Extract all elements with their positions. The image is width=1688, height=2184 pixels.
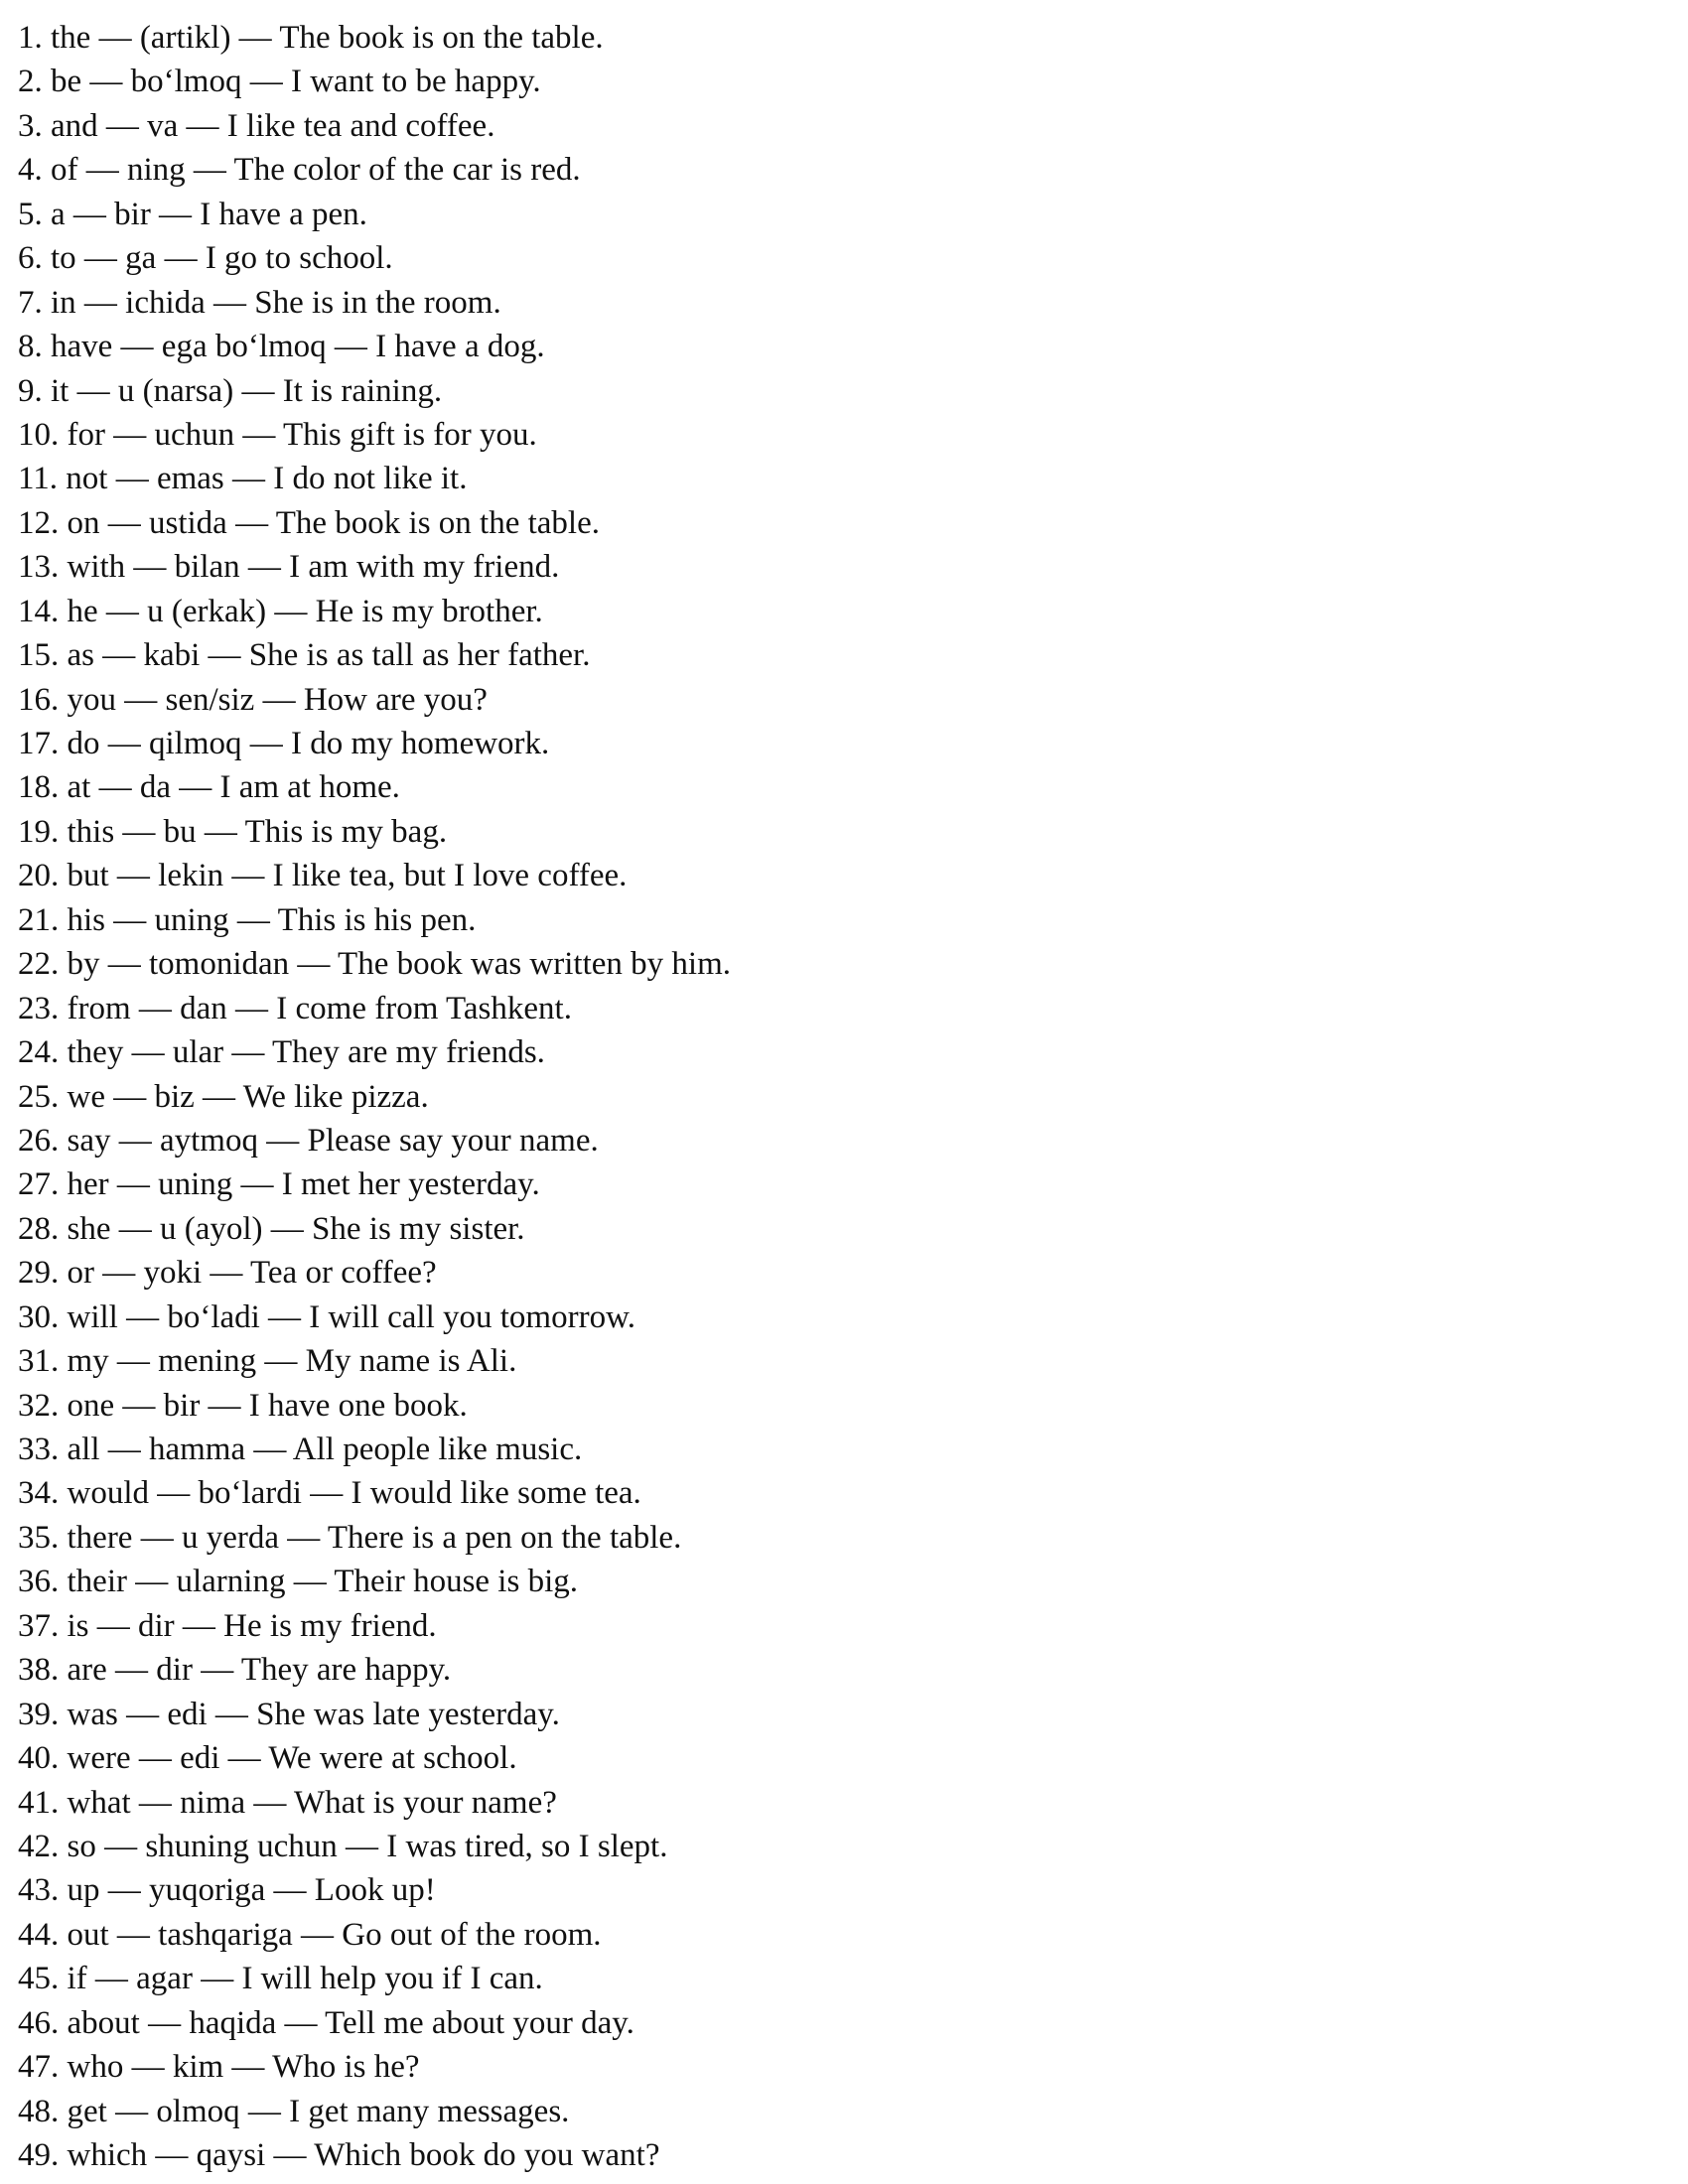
vocabulary-entry: 7. in — ichida — She is in the room. [18, 284, 501, 321]
vocabulary-entry: 34. would — bo‘lardi — I would like some tea. [18, 1475, 641, 1512]
vocabulary-list [18, 16, 731, 2177]
vocabulary-entry: 31. my — mening — My name is Ali. [18, 1343, 517, 1380]
vocabulary-entry: 15. as — kabi — She is as tall as her father. [18, 637, 591, 674]
vocabulary-entry: 45. if — agar — I will help you if I can. [18, 1961, 543, 1997]
vocabulary-entry: 17. do — qilmoq — I do my homework. [18, 726, 550, 761]
vocabulary-entry: 27. her — uning — I met her yesterday. [18, 1166, 540, 1203]
vocabulary-entry: 23. from — dan — I come from Tashkent. [18, 990, 572, 1026]
vocabulary-entry: 40. were — edi — We were at school. [18, 1740, 517, 1777]
vocabulary-entry: 37. is — dir — He is my friend. [18, 1607, 437, 1644]
vocabulary-entry: 46. about — haqida — Tell me about your day. [18, 2004, 634, 2041]
vocabulary-entry: 35. there — u yerda — There is a pen on the table. [18, 1519, 682, 1556]
vocabulary-entry: 36. their — ularning — Their house is big. [18, 1564, 578, 1600]
vocabulary-entry: 19. this — bu — This is my bag. [18, 813, 448, 850]
vocabulary-entry: 33. all — hamma — All people like music. [18, 1432, 583, 1467]
vocabulary-entry: 22. by — tomonidan — The book was written by him. [18, 946, 731, 983]
vocabulary-entry: 3. and — va — I like tea and coffee. [18, 107, 495, 144]
vocabulary-entry: 10. for — uchun — This gift is for you. [18, 416, 537, 453]
vocabulary-entry: 14. he — u (erkak) — He is my brother. [18, 593, 543, 629]
vocabulary-entry: 29. or — yoki — Tea or coffee? [18, 1255, 437, 1292]
vocabulary-entry: 49. which — qaysi — Which book do you want? [18, 2137, 660, 2173]
vocabulary-entry: 5. a — bir — I have a pen. [18, 196, 367, 232]
vocabulary-entry: 26. say — aytmoq — Please say your name. [18, 1122, 599, 1159]
vocabulary-entry: 44. out — tashqariga — Go out of the room. [18, 1916, 602, 1953]
vocabulary-entry: 11. not — emas — I do not like it. [18, 461, 468, 497]
vocabulary-entry: 41. what — nima — What is your name? [18, 1784, 557, 1821]
vocabulary-entry: 25. we — biz — We like pizza. [18, 1078, 429, 1115]
vocabulary-entry: 2. be — bo‘lmoq — I want to be happy. [18, 64, 541, 100]
vocabulary-entry: 13. with — bilan — I am with my friend. [18, 549, 560, 586]
vocabulary-entry: 39. was — edi — She was late yesterday. [18, 1696, 560, 1732]
vocabulary-entry: 1. the — (artikl) — The book is on the table. [18, 20, 604, 56]
vocabulary-entry: 28. she — u (ayol) — She is my sister. [18, 1210, 525, 1247]
vocabulary-entry: 47. who — kim — Who is he? [18, 2049, 420, 2086]
vocabulary-entry: 18. at — da — I am at home. [18, 769, 400, 806]
vocabulary-entry: 8. have — ega bo‘lmoq — I have a dog. [18, 329, 545, 365]
vocabulary-entry: 24. they — ular — They are my friends. [18, 1034, 545, 1071]
vocabulary-entry: 6. to — ga — I go to school. [18, 240, 393, 277]
vocabulary-entry: 38. are — dir — They are happy. [18, 1652, 452, 1689]
vocabulary-entry: 42. so — shuning uchun — I was tired, so I slept. [18, 1828, 668, 1864]
vocabulary-entry: 9. it — u (narsa) — It is raining. [18, 372, 443, 409]
vocabulary-entry: 16. you — sen/siz — How are you? [18, 681, 488, 718]
vocabulary-entry: 32. one — bir — I have one book. [18, 1387, 468, 1424]
vocabulary-entry: 43. up — yuqoriga — Look up! [18, 1872, 436, 1909]
vocabulary-entry: 4. of — ning — The color of the car is red. [18, 152, 581, 189]
vocabulary-entry: 21. his — uning — This is his pen. [18, 901, 477, 938]
vocabulary-entry: 30. will — bo‘ladi — I will call you tomorrow. [18, 1298, 636, 1335]
vocabulary-entry: 20. but — lekin — I like tea, but I love coffee. [18, 858, 628, 894]
vocabulary-entry: 12. on — ustida — The book is on the table. [18, 504, 600, 541]
vocabulary-entry: 48. get — olmoq — I get many messages. [18, 2093, 570, 2129]
